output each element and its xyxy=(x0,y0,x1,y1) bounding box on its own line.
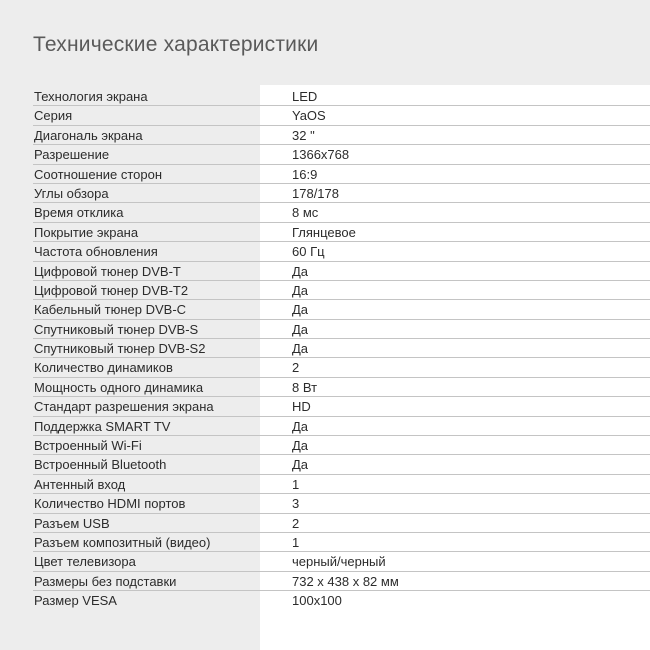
spec-label: Размеры без подставки xyxy=(34,573,177,589)
spec-value: 2 xyxy=(292,515,300,531)
spec-label: Покрытие экрана xyxy=(34,224,139,240)
spec-value: 1 xyxy=(292,476,300,492)
spec-row xyxy=(0,87,650,106)
spec-label: Кабельный тюнер DVB-C xyxy=(34,302,187,318)
spec-label: Углы обзора xyxy=(34,185,109,201)
page-header xyxy=(0,0,650,85)
spec-label: Разъем USB xyxy=(34,515,110,531)
spec-row xyxy=(0,533,650,552)
spec-label: Диагональ экрана xyxy=(34,127,143,143)
spec-value: 100x100 xyxy=(292,593,342,609)
page-title: Технические характеристики xyxy=(33,33,319,56)
spec-label: Стандарт разрешения экрана xyxy=(34,399,214,415)
spec-label: Цифровой тюнер DVB-T2 xyxy=(34,282,189,298)
spec-label: Поддержка SMART TV xyxy=(34,418,171,434)
spec-value: 8 Вт xyxy=(292,379,318,395)
spec-value: 8 мс xyxy=(292,205,319,221)
spec-row xyxy=(0,184,650,203)
spec-row xyxy=(0,281,650,300)
spec-value: черный/черный xyxy=(292,554,386,570)
spec-label: Разрешение xyxy=(34,147,110,163)
spec-value: Да xyxy=(292,263,309,279)
spec-value: Да xyxy=(292,438,309,454)
spec-row xyxy=(0,494,650,513)
spec-row xyxy=(0,300,650,319)
spec-row xyxy=(0,165,650,184)
spec-label: Спутниковый тюнер DVB-S2 xyxy=(34,341,206,357)
spec-label: Количество HDMI портов xyxy=(34,496,186,512)
spec-row xyxy=(0,397,650,416)
spec-row xyxy=(0,203,650,222)
spec-value: Да xyxy=(292,321,309,337)
spec-label: Размер VESA xyxy=(34,593,117,609)
spec-label: Серия xyxy=(34,108,73,124)
spec-value: Да xyxy=(292,418,309,434)
spec-row xyxy=(0,145,650,164)
spec-label: Соотношение сторон xyxy=(34,166,163,182)
spec-value: Да xyxy=(292,302,309,318)
spec-label: Встроенный Bluetooth xyxy=(34,457,167,473)
spec-row xyxy=(0,339,650,358)
spec-value: 1366x768 xyxy=(292,147,350,163)
spec-row xyxy=(0,320,650,339)
spec-value: Да xyxy=(292,282,309,298)
spec-label: Встроенный Wi-Fi xyxy=(34,438,142,454)
spec-value: 60 Гц xyxy=(292,244,325,260)
spec-value: 732 x 438 x 82 мм xyxy=(292,573,399,589)
spec-row xyxy=(0,436,650,455)
spec-row xyxy=(0,514,650,533)
spec-label: Количество динамиков xyxy=(34,360,173,376)
spec-row xyxy=(0,475,650,494)
spec-label: Мощность одного динамика xyxy=(34,379,204,395)
spec-label: Спутниковый тюнер DVB-S xyxy=(34,321,199,337)
spec-value: Да xyxy=(292,457,309,473)
spec-value: LED xyxy=(292,89,318,104)
spec-value: YaOS xyxy=(292,108,326,124)
spec-row xyxy=(0,262,650,281)
spec-label: Время отклика xyxy=(34,205,124,221)
spec-row xyxy=(0,591,650,610)
spec-label: Частота обновления xyxy=(34,244,158,260)
spec-label: Технология экрана xyxy=(34,89,148,104)
spec-row xyxy=(0,572,650,591)
spec-row xyxy=(0,223,650,242)
spec-value: 3 xyxy=(292,496,300,512)
spec-table xyxy=(0,87,650,611)
spec-row xyxy=(0,126,650,145)
spec-value: Да xyxy=(292,341,309,357)
spec-value: 1 xyxy=(292,534,300,550)
spec-row xyxy=(0,358,650,377)
spec-label: Антенный вход xyxy=(34,476,126,492)
spec-label: Цвет телевизора xyxy=(34,554,136,570)
spec-label: Разъем композитный (видео) xyxy=(34,534,211,550)
spec-value: 2 xyxy=(292,360,300,376)
spec-value: 178/178 xyxy=(292,185,339,201)
spec-value: 16:9 xyxy=(292,166,318,182)
spec-value: 32 " xyxy=(292,127,315,143)
spec-row xyxy=(0,455,650,474)
spec-row xyxy=(0,417,650,436)
spec-value: Глянцевое xyxy=(292,224,356,240)
spec-label: Цифровой тюнер DVB-T xyxy=(34,263,181,279)
spec-row xyxy=(0,378,650,397)
spec-row xyxy=(0,242,650,261)
spec-value: HD xyxy=(292,399,311,415)
spec-row xyxy=(0,552,650,571)
spec-row xyxy=(0,106,650,125)
